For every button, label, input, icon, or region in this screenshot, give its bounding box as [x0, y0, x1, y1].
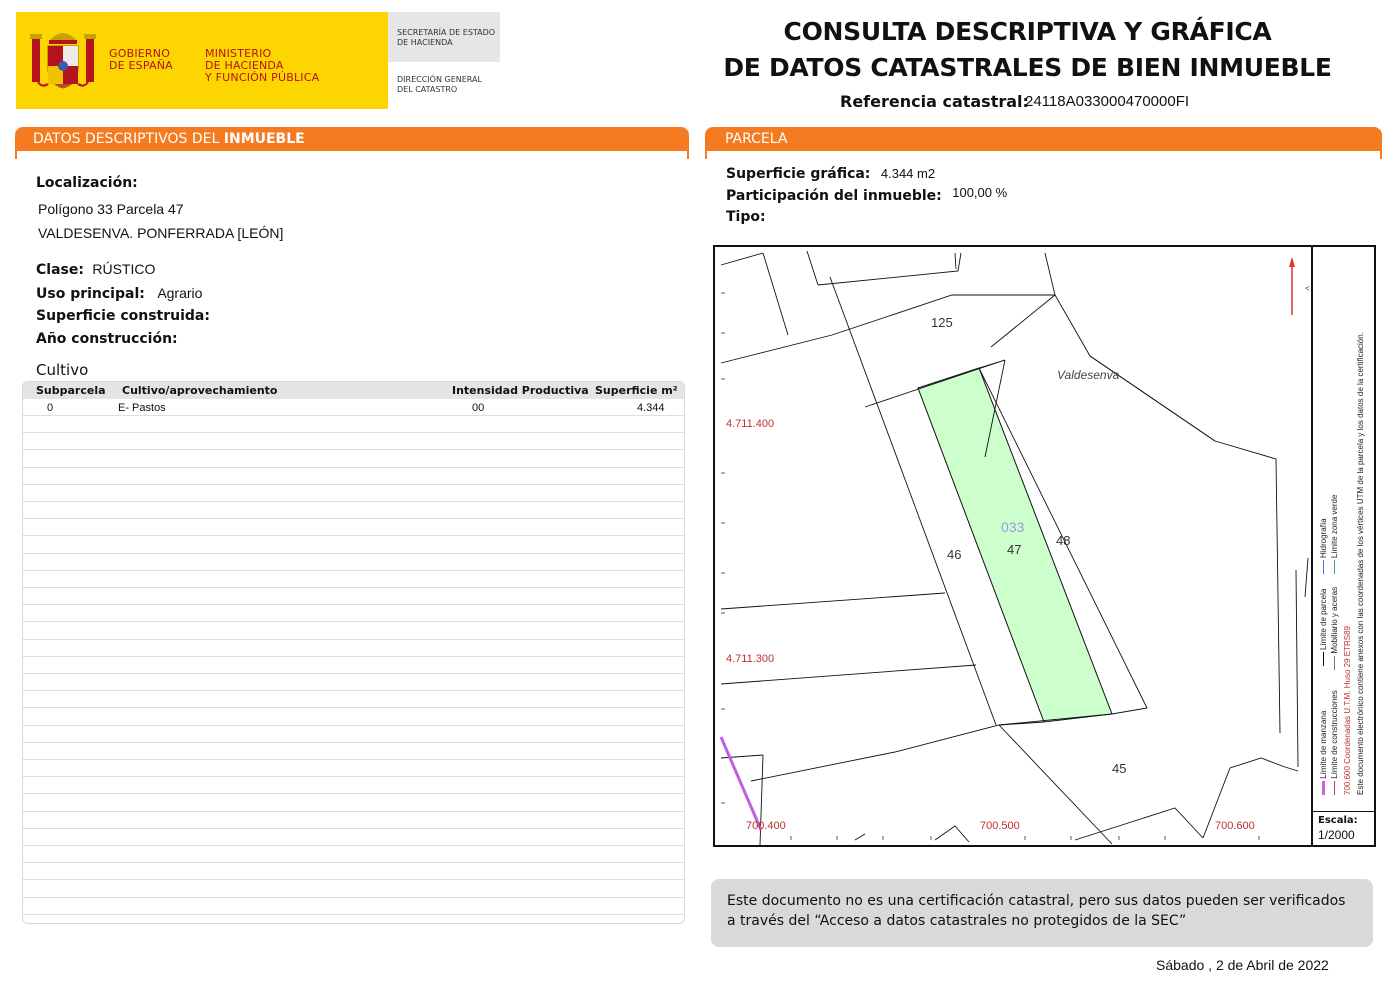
- y-coord-label-2: 4.711.300: [726, 653, 775, 665]
- legend-limite-parcela: Límite de parcela: [1319, 588, 1328, 651]
- government-logo-block: [16, 12, 388, 109]
- table-row-divider: [23, 621, 684, 622]
- participacion-label: Participación del inmueble:: [726, 188, 942, 204]
- place-name-label: Valdesenva: [1057, 368, 1120, 382]
- direccion-general-text: DIRECCIÓN GENERAL DEL CATASTRO: [397, 75, 482, 94]
- parcel-label-125: 125: [931, 315, 953, 330]
- uso-value: Agrario: [157, 285, 203, 301]
- col-subparcela: Subparcela: [36, 384, 106, 397]
- localizacion-line1: Polígono 33 Parcela 47: [38, 201, 184, 217]
- legend-anexo: Este documento electrónico contiene anexos con las coordenadas de los vértices UTM de la parcela y los datos de la certificación.: [1356, 332, 1365, 795]
- table-row-divider: [23, 828, 684, 829]
- table-row-divider: [23, 484, 684, 485]
- legend-utm: 700.600 Coordenadas U.T.M. Huso 29 ETRS89: [1343, 626, 1352, 795]
- descriptivos-section-title: DATOS DESCRIPTIVOS DEL INMUEBLE: [33, 131, 305, 147]
- parcela-section-bar: [705, 127, 1382, 151]
- cultivo-title: Cultivo: [36, 361, 89, 379]
- table-row-divider: [23, 553, 684, 554]
- table-row-divider: [23, 776, 684, 777]
- table-row-divider: [23, 467, 684, 468]
- tipo-label: Tipo:: [726, 209, 766, 225]
- col-intensidad: Intensidad Productiva: [452, 384, 589, 397]
- north-arrow-icon: [1289, 257, 1310, 315]
- table-row-divider: [23, 415, 684, 416]
- x-coord-label-3: 700.600: [1215, 820, 1255, 832]
- referencia-catastral: [840, 92, 1190, 112]
- table-row-divider: [23, 639, 684, 640]
- table-row-divider: [23, 604, 684, 605]
- table-row-divider: [23, 656, 684, 657]
- cell-subparcela: 0: [47, 402, 54, 414]
- legend-limite-construcciones: Límite de construcciones: [1330, 690, 1339, 779]
- table-row-divider: [23, 587, 684, 588]
- coat-of-arms-icon: [30, 24, 96, 94]
- superficie-grafica-row: [726, 165, 935, 183]
- y-coord-label-1: 4.711.400: [726, 418, 775, 430]
- secretaria-block: [388, 12, 500, 62]
- cell-superficie: 4.344: [637, 402, 665, 414]
- table-row-divider: [23, 535, 684, 536]
- polygon-label-033: 033: [1001, 519, 1025, 535]
- superficie-construida-label: Superficie construida:: [36, 308, 210, 324]
- table-row-divider: [23, 570, 684, 571]
- legend-zona-verde: Límite zona verde: [1330, 494, 1339, 559]
- ref-value: 24118A033000470000FI: [1025, 93, 1190, 110]
- superficie-grafica-value: 4.344 m2: [880, 166, 936, 181]
- localizacion-line2: VALDESENVA. PONFERRADA [LEÓN]: [38, 225, 284, 241]
- table-row-divider: [23, 845, 684, 846]
- col-cultivo: Cultivo/aprovechamiento: [122, 384, 278, 397]
- table-row-divider: [23, 914, 684, 915]
- escala-label: Escala:: [1318, 815, 1358, 826]
- x-coord-label-2: 700.500: [980, 820, 1020, 832]
- clase-row: [36, 261, 155, 279]
- table-row-divider: [23, 673, 684, 674]
- legend-limite-manzana: Límite de manzana: [1319, 710, 1328, 779]
- table-row-divider: [23, 518, 684, 519]
- table-row-divider: [23, 879, 684, 880]
- cultivo-table: [22, 381, 685, 924]
- cell-intensidad: 00: [472, 402, 485, 414]
- parcel-label-47: 47: [1007, 542, 1022, 557]
- clase-label: Clase:: [36, 262, 84, 278]
- participacion-value: 100,00 %: [952, 185, 1008, 200]
- ministerio-text: MINISTERIO DE HACIENDA Y FUNCIÓN PÚBLICA: [205, 47, 320, 84]
- table-row-divider: [23, 897, 684, 898]
- parcela-section-title: PARCELA: [725, 131, 788, 147]
- localizacion-label: Localización:: [36, 175, 138, 191]
- map-legend: [1313, 247, 1374, 809]
- legend-hidrografia: Hidrografía: [1319, 518, 1328, 558]
- gobierno-text: GOBIERNO DE ESPAÑA: [109, 47, 173, 72]
- parcel-label-48: 48: [1056, 533, 1071, 548]
- disclaimer-text: Este documento no es una certificación catastral, pero sus datos pueden ser verificados a través del “Acceso a datos catastrales no protegidos de la SEC”: [727, 893, 1346, 929]
- ref-label: Referencia catastral:: [840, 92, 1029, 111]
- cadastral-map[interactable]: [713, 245, 1376, 847]
- participacion-row: [726, 187, 1007, 205]
- legend-mobiliario: Mobiliario y aceras: [1330, 586, 1339, 654]
- page-title: CONSULTA DESCRIPTIVA Y GRÁFICA DE DATOS CATASTRALES DE BIEN INMUEBLE: [723, 17, 1332, 82]
- secretaria-text: SECRETARÍA DE ESTADO DE HACIENDA: [397, 28, 496, 47]
- parcel-label-46: 46: [947, 547, 962, 562]
- cell-cultivo: E- Pastos: [118, 402, 166, 414]
- table-row-divider: [23, 690, 684, 691]
- clase-value: RÚSTICO: [92, 261, 156, 277]
- escala-divider: [1313, 811, 1374, 812]
- issue-date: Sábado , 2 de Abril de 2022: [1156, 957, 1329, 973]
- table-row-divider: [23, 862, 684, 863]
- disclaimer-box: [711, 879, 1373, 947]
- col-superficie: Superficie m²: [595, 384, 678, 397]
- parcel-label-45: 45: [1112, 761, 1127, 776]
- anio-construccion-label: Año construcción:: [36, 331, 178, 347]
- svg-text:<: <: [1305, 284, 1310, 293]
- table-row-divider: [23, 432, 684, 433]
- x-coord-label-1: 700.400: [746, 820, 786, 832]
- table-row-divider: [23, 811, 684, 812]
- escala-value: 1/2000: [1318, 828, 1355, 842]
- uso-row: [36, 285, 202, 303]
- uso-label: Uso principal:: [36, 286, 145, 302]
- table-row-divider: [23, 725, 684, 726]
- table-row-divider: [23, 759, 684, 760]
- table-row-divider: [23, 793, 684, 794]
- superficie-grafica-label: Superficie gráfica:: [726, 166, 871, 182]
- table-row-divider: [23, 449, 684, 450]
- table-row-divider: [23, 501, 684, 502]
- descriptivos-section-bar: [15, 127, 689, 151]
- table-row-divider: [23, 742, 684, 743]
- table-row-divider: [23, 707, 684, 708]
